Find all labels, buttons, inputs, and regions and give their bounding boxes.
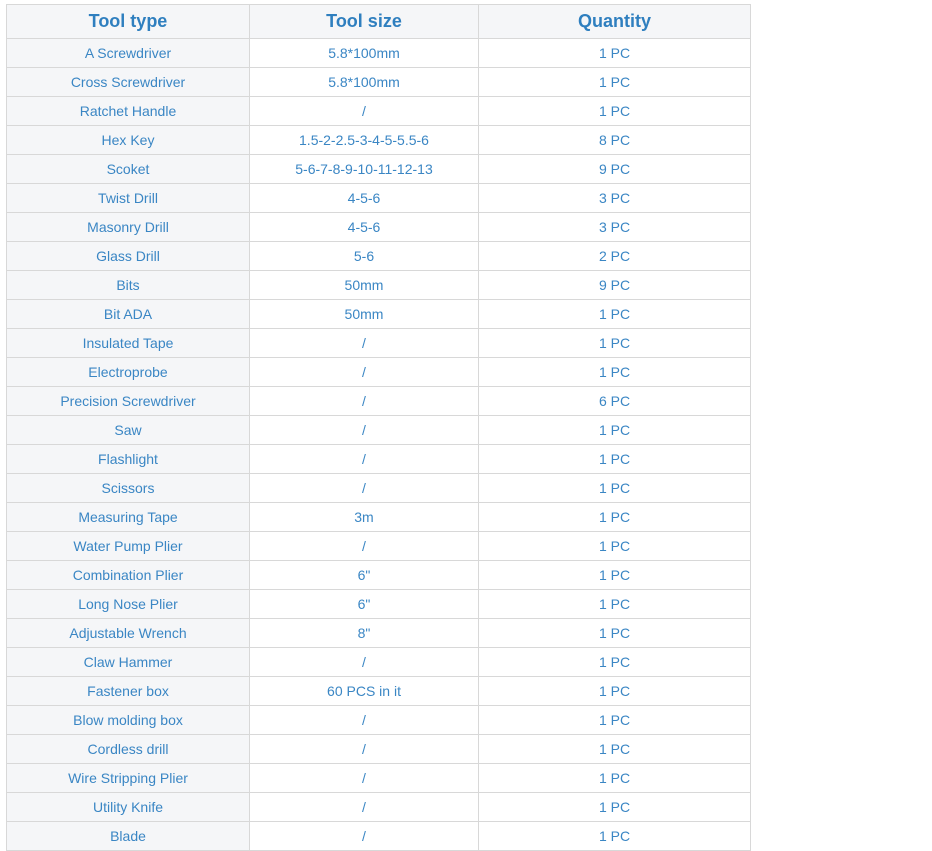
- cell-quantity: 1 PC: [479, 329, 751, 358]
- cell-tool-type: Utility Knife: [7, 793, 250, 822]
- cell-quantity: 1 PC: [479, 474, 751, 503]
- cell-tool-size: 4-5-6: [250, 213, 479, 242]
- tool-list-container: [6, 4, 750, 851]
- table-row: [7, 300, 751, 329]
- cell-tool-size: 6": [250, 590, 479, 619]
- cell-quantity: 1 PC: [479, 97, 751, 126]
- table-row: [7, 677, 751, 706]
- cell-tool-type: Electroprobe: [7, 358, 250, 387]
- cell-tool-type: Adjustable Wrench: [7, 619, 250, 648]
- cell-tool-type: Blade: [7, 822, 250, 851]
- cell-quantity: 1 PC: [479, 68, 751, 97]
- cell-tool-size: /: [250, 793, 479, 822]
- table-row: [7, 184, 751, 213]
- cell-tool-type: Fastener box: [7, 677, 250, 706]
- table-row: [7, 68, 751, 97]
- cell-tool-type: Water Pump Plier: [7, 532, 250, 561]
- cell-tool-size: 50mm: [250, 300, 479, 329]
- cell-quantity: 1 PC: [479, 503, 751, 532]
- cell-tool-type: Scissors: [7, 474, 250, 503]
- cell-tool-size: /: [250, 445, 479, 474]
- cell-tool-type: Saw: [7, 416, 250, 445]
- cell-tool-size: 4-5-6: [250, 184, 479, 213]
- cell-tool-size: 5-6: [250, 242, 479, 271]
- table-row: [7, 648, 751, 677]
- cell-quantity: 1 PC: [479, 358, 751, 387]
- header-quantity: Quantity: [479, 5, 751, 39]
- table-row: [7, 155, 751, 184]
- table-row: [7, 474, 751, 503]
- cell-tool-size: 6": [250, 561, 479, 590]
- cell-quantity: 3 PC: [479, 213, 751, 242]
- cell-tool-type: Ratchet Handle: [7, 97, 250, 126]
- cell-tool-size: /: [250, 329, 479, 358]
- cell-tool-type: Glass Drill: [7, 242, 250, 271]
- table-row: [7, 532, 751, 561]
- cell-tool-type: Measuring Tape: [7, 503, 250, 532]
- cell-quantity: 1 PC: [479, 532, 751, 561]
- table-row: [7, 242, 751, 271]
- cell-quantity: 9 PC: [479, 271, 751, 300]
- table-row: [7, 706, 751, 735]
- cell-tool-size: 5.8*100mm: [250, 39, 479, 68]
- table-row: [7, 793, 751, 822]
- cell-tool-type: Masonry Drill: [7, 213, 250, 242]
- table-row: [7, 735, 751, 764]
- cell-quantity: 1 PC: [479, 822, 751, 851]
- cell-quantity: 1 PC: [479, 648, 751, 677]
- cell-tool-type: Claw Hammer: [7, 648, 250, 677]
- cell-quantity: 1 PC: [479, 300, 751, 329]
- cell-quantity: 1 PC: [479, 590, 751, 619]
- table-row: [7, 561, 751, 590]
- cell-tool-type: Insulated Tape: [7, 329, 250, 358]
- cell-tool-type: Twist Drill: [7, 184, 250, 213]
- cell-tool-size: /: [250, 474, 479, 503]
- table-row: [7, 97, 751, 126]
- cell-tool-type: Hex Key: [7, 126, 250, 155]
- cell-tool-size: /: [250, 648, 479, 677]
- cell-tool-size: /: [250, 706, 479, 735]
- table-row: [7, 822, 751, 851]
- cell-tool-type: Precision Screwdriver: [7, 387, 250, 416]
- cell-tool-size: 5.8*100mm: [250, 68, 479, 97]
- cell-quantity: 1 PC: [479, 619, 751, 648]
- cell-tool-type: Flashlight: [7, 445, 250, 474]
- cell-quantity: 1 PC: [479, 706, 751, 735]
- cell-tool-type: Cordless drill: [7, 735, 250, 764]
- cell-quantity: 1 PC: [479, 793, 751, 822]
- cell-tool-size: /: [250, 358, 479, 387]
- header-tool-type: Tool type: [7, 5, 250, 39]
- table-header-row: [7, 5, 751, 39]
- cell-quantity: 1 PC: [479, 677, 751, 706]
- cell-tool-size: /: [250, 822, 479, 851]
- cell-quantity: 8 PC: [479, 126, 751, 155]
- cell-tool-type: Blow molding box: [7, 706, 250, 735]
- cell-tool-type: A Screwdriver: [7, 39, 250, 68]
- cell-tool-type: Bit ADA: [7, 300, 250, 329]
- cell-quantity: 1 PC: [479, 39, 751, 68]
- table-row: [7, 39, 751, 68]
- cell-tool-size: 60 PCS in it: [250, 677, 479, 706]
- cell-tool-type: Long Nose Plier: [7, 590, 250, 619]
- table-row: [7, 387, 751, 416]
- cell-quantity: 1 PC: [479, 561, 751, 590]
- cell-quantity: 1 PC: [479, 445, 751, 474]
- cell-quantity: 1 PC: [479, 764, 751, 793]
- cell-quantity: 2 PC: [479, 242, 751, 271]
- table-row: [7, 213, 751, 242]
- cell-tool-type: Bits: [7, 271, 250, 300]
- cell-tool-size: /: [250, 764, 479, 793]
- cell-tool-type: Wire Stripping Plier: [7, 764, 250, 793]
- table-row: [7, 503, 751, 532]
- cell-tool-type: Combination Plier: [7, 561, 250, 590]
- table-row: [7, 329, 751, 358]
- tool-list-table: [6, 4, 751, 851]
- cell-tool-size: /: [250, 735, 479, 764]
- cell-tool-type: Cross Screwdriver: [7, 68, 250, 97]
- table-row: [7, 416, 751, 445]
- cell-tool-size: 5-6-7-8-9-10-11-12-13: [250, 155, 479, 184]
- table-row: [7, 445, 751, 474]
- cell-tool-size: /: [250, 532, 479, 561]
- table-body: [7, 39, 751, 851]
- table-row: [7, 590, 751, 619]
- cell-quantity: 9 PC: [479, 155, 751, 184]
- table-row: [7, 271, 751, 300]
- cell-tool-type: Scoket: [7, 155, 250, 184]
- cell-tool-size: 50mm: [250, 271, 479, 300]
- cell-tool-size: /: [250, 97, 479, 126]
- header-tool-size: Tool size: [250, 5, 479, 39]
- cell-tool-size: 8": [250, 619, 479, 648]
- cell-quantity: 6 PC: [479, 387, 751, 416]
- cell-quantity: 1 PC: [479, 416, 751, 445]
- cell-quantity: 1 PC: [479, 735, 751, 764]
- cell-tool-size: 3m: [250, 503, 479, 532]
- table-row: [7, 619, 751, 648]
- table-row: [7, 126, 751, 155]
- cell-tool-size: /: [250, 416, 479, 445]
- table-row: [7, 358, 751, 387]
- cell-tool-size: /: [250, 387, 479, 416]
- cell-tool-size: 1.5-2-2.5-3-4-5-5.5-6: [250, 126, 479, 155]
- table-row: [7, 764, 751, 793]
- cell-quantity: 3 PC: [479, 184, 751, 213]
